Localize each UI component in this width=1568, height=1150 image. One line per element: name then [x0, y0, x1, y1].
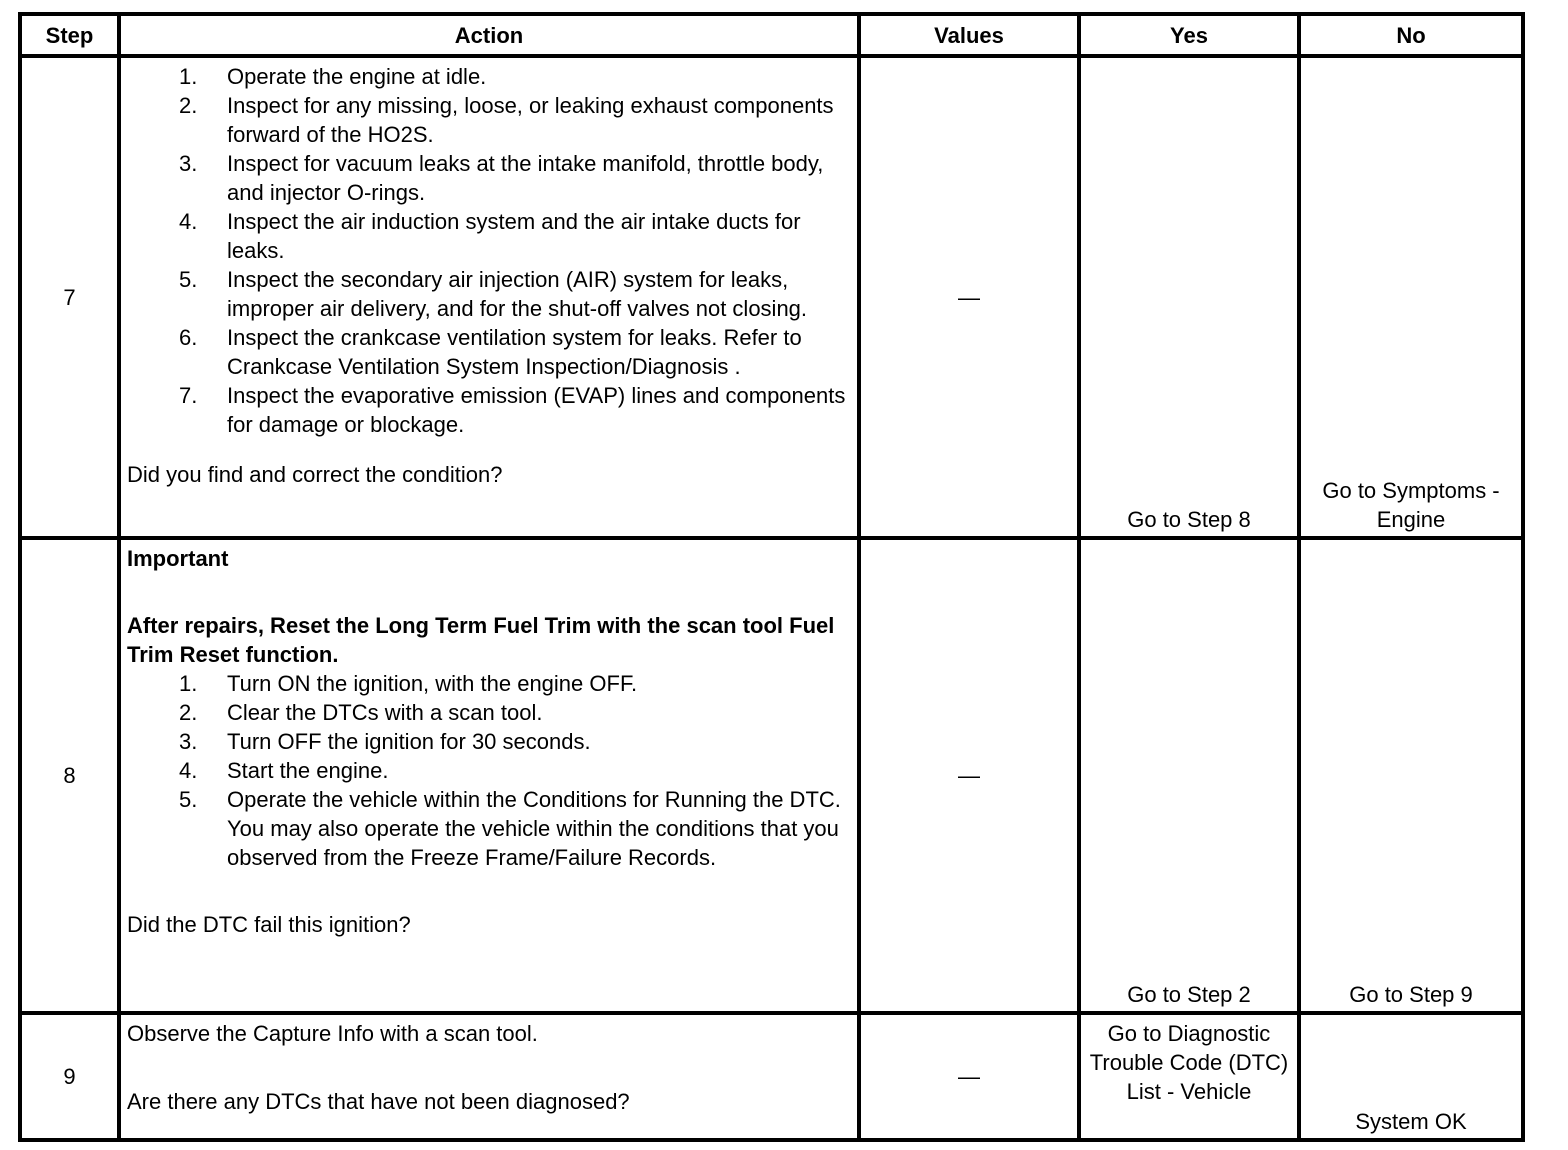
list-item: 3. Inspect for vacuum leaks at the intake manifold, throttle body, and injector O-rings. [179, 151, 824, 205]
yes-cell: Go to Step 2 [1079, 538, 1299, 1013]
list-item: 1. Operate the engine at idle. [179, 64, 487, 89]
important-title: Important [127, 546, 229, 571]
header-step: Step [20, 14, 119, 56]
action-list [127, 62, 851, 439]
header-no: No [1299, 14, 1523, 56]
step-number: 7 [20, 56, 119, 538]
values-cell: — [859, 538, 1079, 1013]
list-item: 1. Turn ON the ignition, with the engine OFF. [179, 671, 638, 696]
table-row [20, 538, 1523, 1013]
list-item: 2. Inspect for any missing, loose, or leaking exhaust components forward of the HO2S. [179, 93, 834, 147]
list-item: 5. Operate the vehicle within the Conditions for Running the DTC. You may also operate the vehicle within the conditions that you observed from the Freeze Frame/Failure Records. [179, 787, 841, 870]
list-item: 6. Inspect the crankcase ventilation system for leaks. Refer to Crankcase Ventilation System Inspection/Diagnosis . [179, 325, 802, 379]
no-cell: Go to Symptoms - Engine [1299, 56, 1523, 538]
list-item: 5. Inspect the secondary air injection (AIR) system for leaks, improper air delivery, and for the shut-off valves not closing. [179, 267, 808, 321]
list-item: 3. Turn OFF the ignition for 30 seconds. [179, 729, 591, 754]
action-list [127, 669, 851, 872]
header-row [20, 14, 1523, 56]
action-cell [119, 56, 859, 538]
important-note: After repairs, Reset the Long Term Fuel Trim with the scan tool Fuel Trim Reset function. [127, 613, 835, 667]
list-item: 4. Start the engine. [179, 758, 389, 783]
yes-cell: Go to Diagnostic Trouble Code (DTC) List - Vehicle [1079, 1013, 1299, 1140]
header-action: Action [119, 14, 859, 56]
no-cell: Go to Step 9 [1299, 538, 1523, 1013]
observe-text: Observe the Capture Info with a scan tool. [127, 1021, 538, 1046]
question-text: Did you find and correct the condition? [127, 462, 503, 487]
table-row [20, 56, 1523, 538]
question-text: Are there any DTCs that have not been diagnosed? [127, 1089, 630, 1114]
values-cell: — [859, 1013, 1079, 1140]
list-item: 4. Inspect the air induction system and the air intake ducts for leaks. [179, 209, 801, 263]
table-row [20, 1013, 1523, 1140]
no-cell: System OK [1299, 1013, 1523, 1140]
diagnostic-table [18, 12, 1525, 1142]
yes-cell: Go to Step 8 [1079, 56, 1299, 538]
action-cell [119, 1013, 859, 1140]
action-cell [119, 538, 859, 1013]
values-cell: — [859, 56, 1079, 538]
header-yes: Yes [1079, 14, 1299, 56]
list-item: 2. Clear the DTCs with a scan tool. [179, 700, 543, 725]
step-number: 9 [20, 1013, 119, 1140]
question-text: Did the DTC fail this ignition? [127, 912, 411, 937]
list-item: 7. Inspect the evaporative emission (EVAP) lines and components for damage or blockage. [179, 383, 846, 437]
step-number: 8 [20, 538, 119, 1013]
header-values: Values [859, 14, 1079, 56]
